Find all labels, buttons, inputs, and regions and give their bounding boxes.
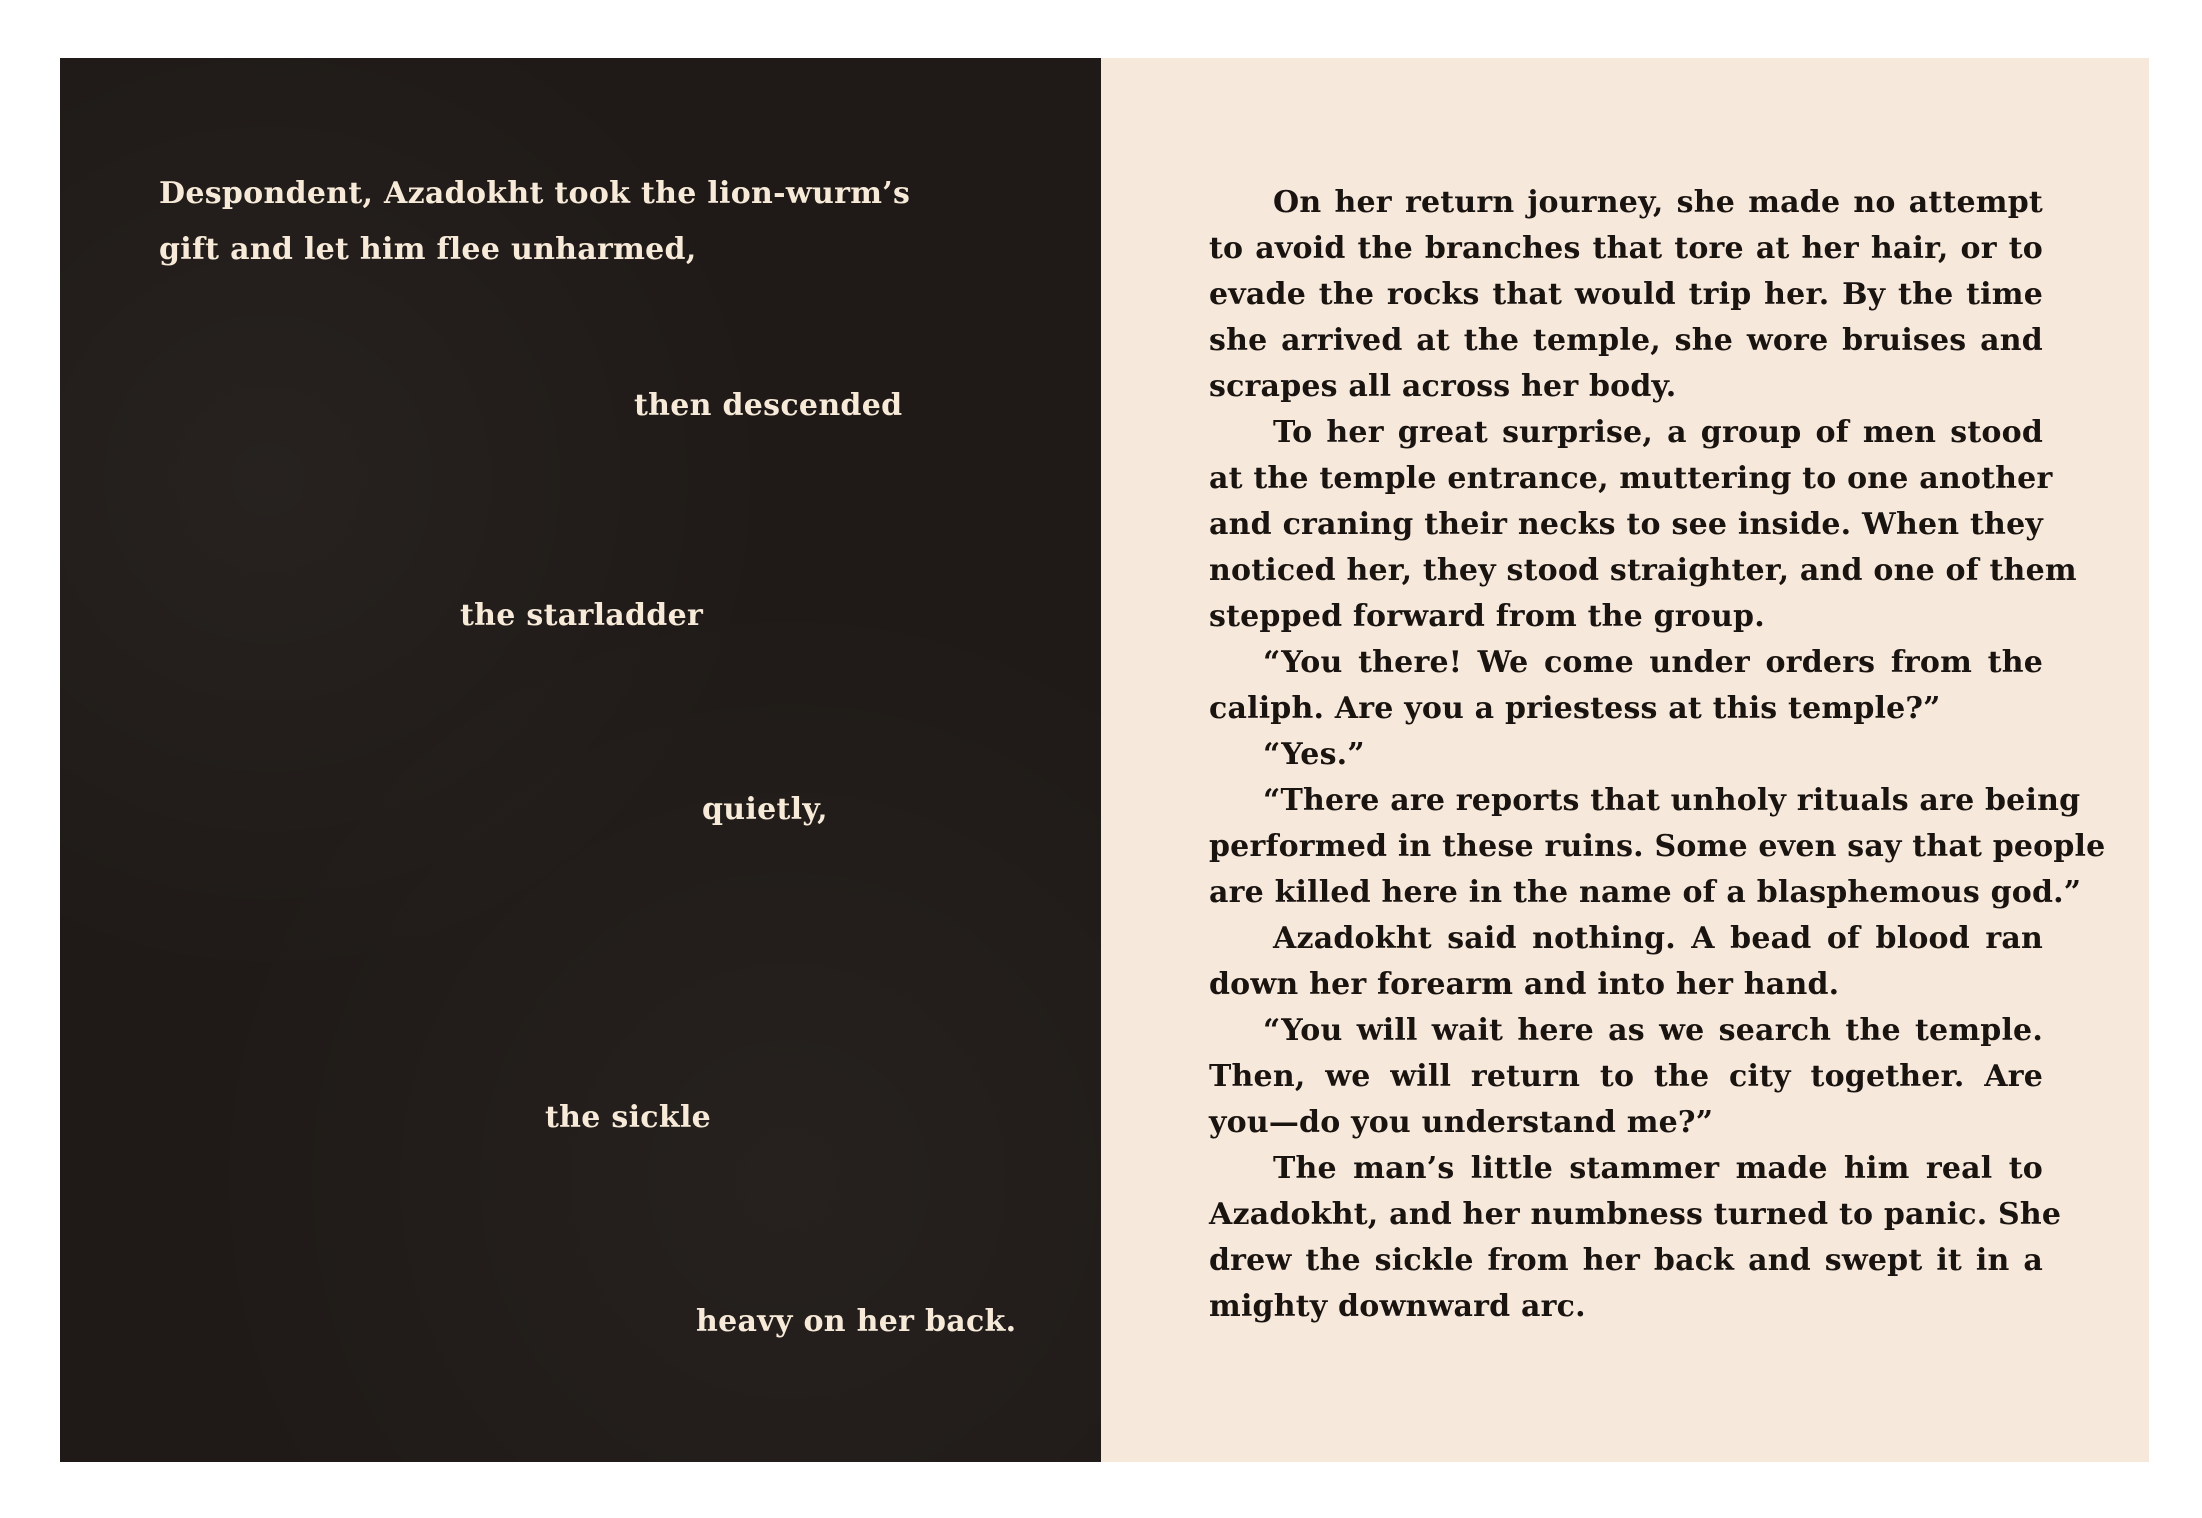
text-line: performed in these ruins. Some even say that people — [1209, 829, 2106, 864]
text-line: are killed here in the name of a blasphemous god.” — [1209, 875, 2082, 910]
text-line: stepped forward from the group. — [1209, 599, 1765, 634]
text-line: The man’s little stammer made him real to — [1273, 1151, 2043, 1186]
book-spread — [60, 58, 2149, 1462]
text-line: at the temple entrance, muttering to one another — [1209, 461, 2053, 496]
left-phrase-the-sickle: the sickle — [545, 1100, 712, 1135]
left-phrase-heavy-on-her-back: heavy on her back. — [696, 1304, 1017, 1339]
right-page — [1101, 58, 2149, 1462]
left-phrase-then-descended: then descended — [634, 388, 903, 423]
text-line: “You there! We come under orders from the — [1263, 645, 2043, 680]
left-opening-line-2: gift and let him flee unharmed, — [159, 232, 697, 267]
text-line: evade the rocks that would trip her. By the time — [1209, 277, 2043, 312]
text-line: caliph. Are you a priestess at this temple?” — [1209, 691, 1941, 726]
text-line: you—do you understand me?” — [1209, 1105, 1714, 1140]
text-line: On her return journey, she made no attempt — [1273, 185, 2043, 220]
text-line: mighty downward arc. — [1209, 1289, 1586, 1324]
text-line: “There are reports that unholy rituals are being — [1263, 783, 2081, 818]
text-line: to avoid the branches that tore at her hair, or to — [1209, 231, 2043, 266]
text-line: To her great surprise, a group of men stood — [1273, 415, 2043, 450]
text-line: Then, we will return to the city together. Are — [1209, 1059, 2043, 1094]
text-line: “Yes.” — [1263, 737, 1365, 772]
text-line: “You will wait here as we search the temple. — [1263, 1013, 2043, 1048]
text-line: and craning their necks to see inside. When they — [1209, 507, 2043, 542]
left-phrase-quietly: quietly, — [702, 792, 828, 827]
text-line: Azadokht, and her numbness turned to panic. She — [1209, 1197, 2062, 1232]
left-phrase-the-starladder: the starladder — [460, 598, 704, 633]
left-opening-line-1: Despondent, Azadokht took the lion-wurm’s — [159, 176, 911, 211]
text-line: scrapes all across her body. — [1209, 369, 1677, 404]
text-line: down her forearm and into her hand. — [1209, 967, 1840, 1002]
text-line: she arrived at the temple, she wore bruises and — [1209, 323, 2043, 358]
text-line: drew the sickle from her back and swept it in a — [1209, 1243, 2043, 1278]
left-page — [60, 58, 1101, 1462]
text-line: noticed her, they stood straighter, and one of them — [1209, 553, 2077, 588]
right-page-text — [1209, 180, 2106, 1330]
text-line: Azadokht said nothing. A bead of blood ran — [1273, 921, 2043, 956]
